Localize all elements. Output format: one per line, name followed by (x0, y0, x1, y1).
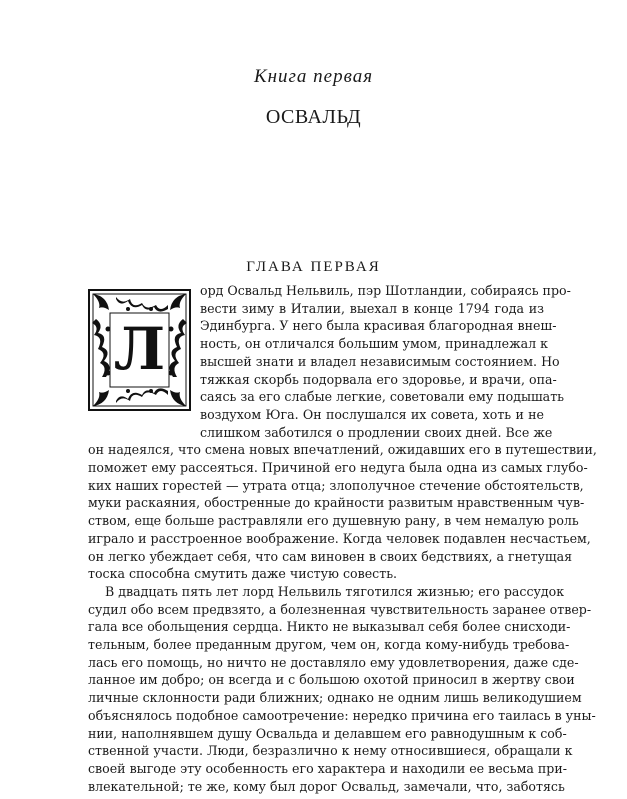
text-line: Эдинбурга. У него была красивая благородная внеш- (200, 318, 557, 334)
drop-cap (88, 289, 191, 411)
text-line: вести зиму в Италии, выехал в конце 1794 года из (200, 300, 544, 316)
drop-cap-letter: Л (113, 315, 166, 384)
paragraph (88, 583, 596, 795)
text-line: орд Освальд Нельвиль, пэр Шотландии, собираясь про- (200, 283, 571, 298)
text-line: он легко убеждает себя, что сам виновен в своих бедствиях, а гнетущая (88, 548, 573, 564)
text-line: объяснялось подобное самоотречение: нередко причина его таилась в уны- (88, 707, 596, 723)
text-line: влекательной; те же, кому был дорог Освальд, замечали, что, заботясь (88, 778, 565, 794)
text-line: тельным, более преданным другом, чем он, когда кому-нибудь требова- (88, 637, 570, 653)
text-line: ланное им добро; он всегда и с большою охотой приносил в жертву свои (88, 672, 575, 688)
text-line: играло и расстроенное воображение. Когда человек подавлен несчастьем, (88, 530, 591, 546)
text-line: тоска способна смутить даже чистую совесть. (88, 566, 398, 582)
book-title: Книга первая (253, 66, 374, 87)
chapter-name: ОСВАЛЬД (265, 106, 362, 128)
text-line: гала все обольщения сердца. Никто не выказывал себя более снисходи- (88, 619, 571, 635)
text-line: ством, еще больше растравляли его душевную рану, в чем немалую роль (88, 513, 579, 529)
text-line: он надеялся, что смена новых впечатлений, ожидавших его в путешествии, (88, 442, 597, 458)
text-line: личные склонности ради ближних; однако не одним лишь великодушием (88, 690, 582, 706)
text-line: ких наших горестей — утрата отца; злополучное стечение обстоятельств, (88, 477, 584, 493)
text-line: слишком заботился о продлении своих дней. Все же (200, 424, 553, 440)
text-line: высшей знати и владел независимым состоянием. Но (200, 353, 560, 369)
text-line: ность, он отличался большим умом, принадлежал к (200, 336, 549, 352)
text-line: своей выгоде эту особенность его характера и находили ее весьма при- (88, 760, 567, 776)
text-line: воздухом Юга. Он послушался их совета, хоть и не (200, 406, 544, 422)
chapter-title: ГЛАВА ПЕРВАЯ (246, 259, 381, 275)
text-line: В двадцать пять лет лорд Нельвиль тяготился жизнью; его рассудок (105, 583, 565, 599)
text-line: саясь за его слабые легкие, советовали ему подышать (200, 389, 565, 405)
body-text (88, 282, 597, 795)
text-line: муки раскаяния, обостренные до крайности развитым нравственным чув- (88, 495, 585, 511)
text-line: лась его помощь, но ничто не доставляло ему удовлетворения, даже сде- (88, 654, 579, 670)
text-line: судил обо всем предвзято, а болезненная чувствительность заранее отвер- (88, 601, 592, 617)
text-line: ственной участи. Люди, безразлично к нему относившиеся, обращали к (88, 743, 573, 759)
text-line: тяжкая скорбь подорвала его здоровье, и врачи, опа- (200, 371, 557, 387)
text-line: поможет ему рассеяться. Причиной его недуга была одна из самых глубо- (88, 460, 588, 476)
text-line: нии, наполнявшем душу Освальда и делавшем его равнодушным к соб- (88, 725, 567, 741)
